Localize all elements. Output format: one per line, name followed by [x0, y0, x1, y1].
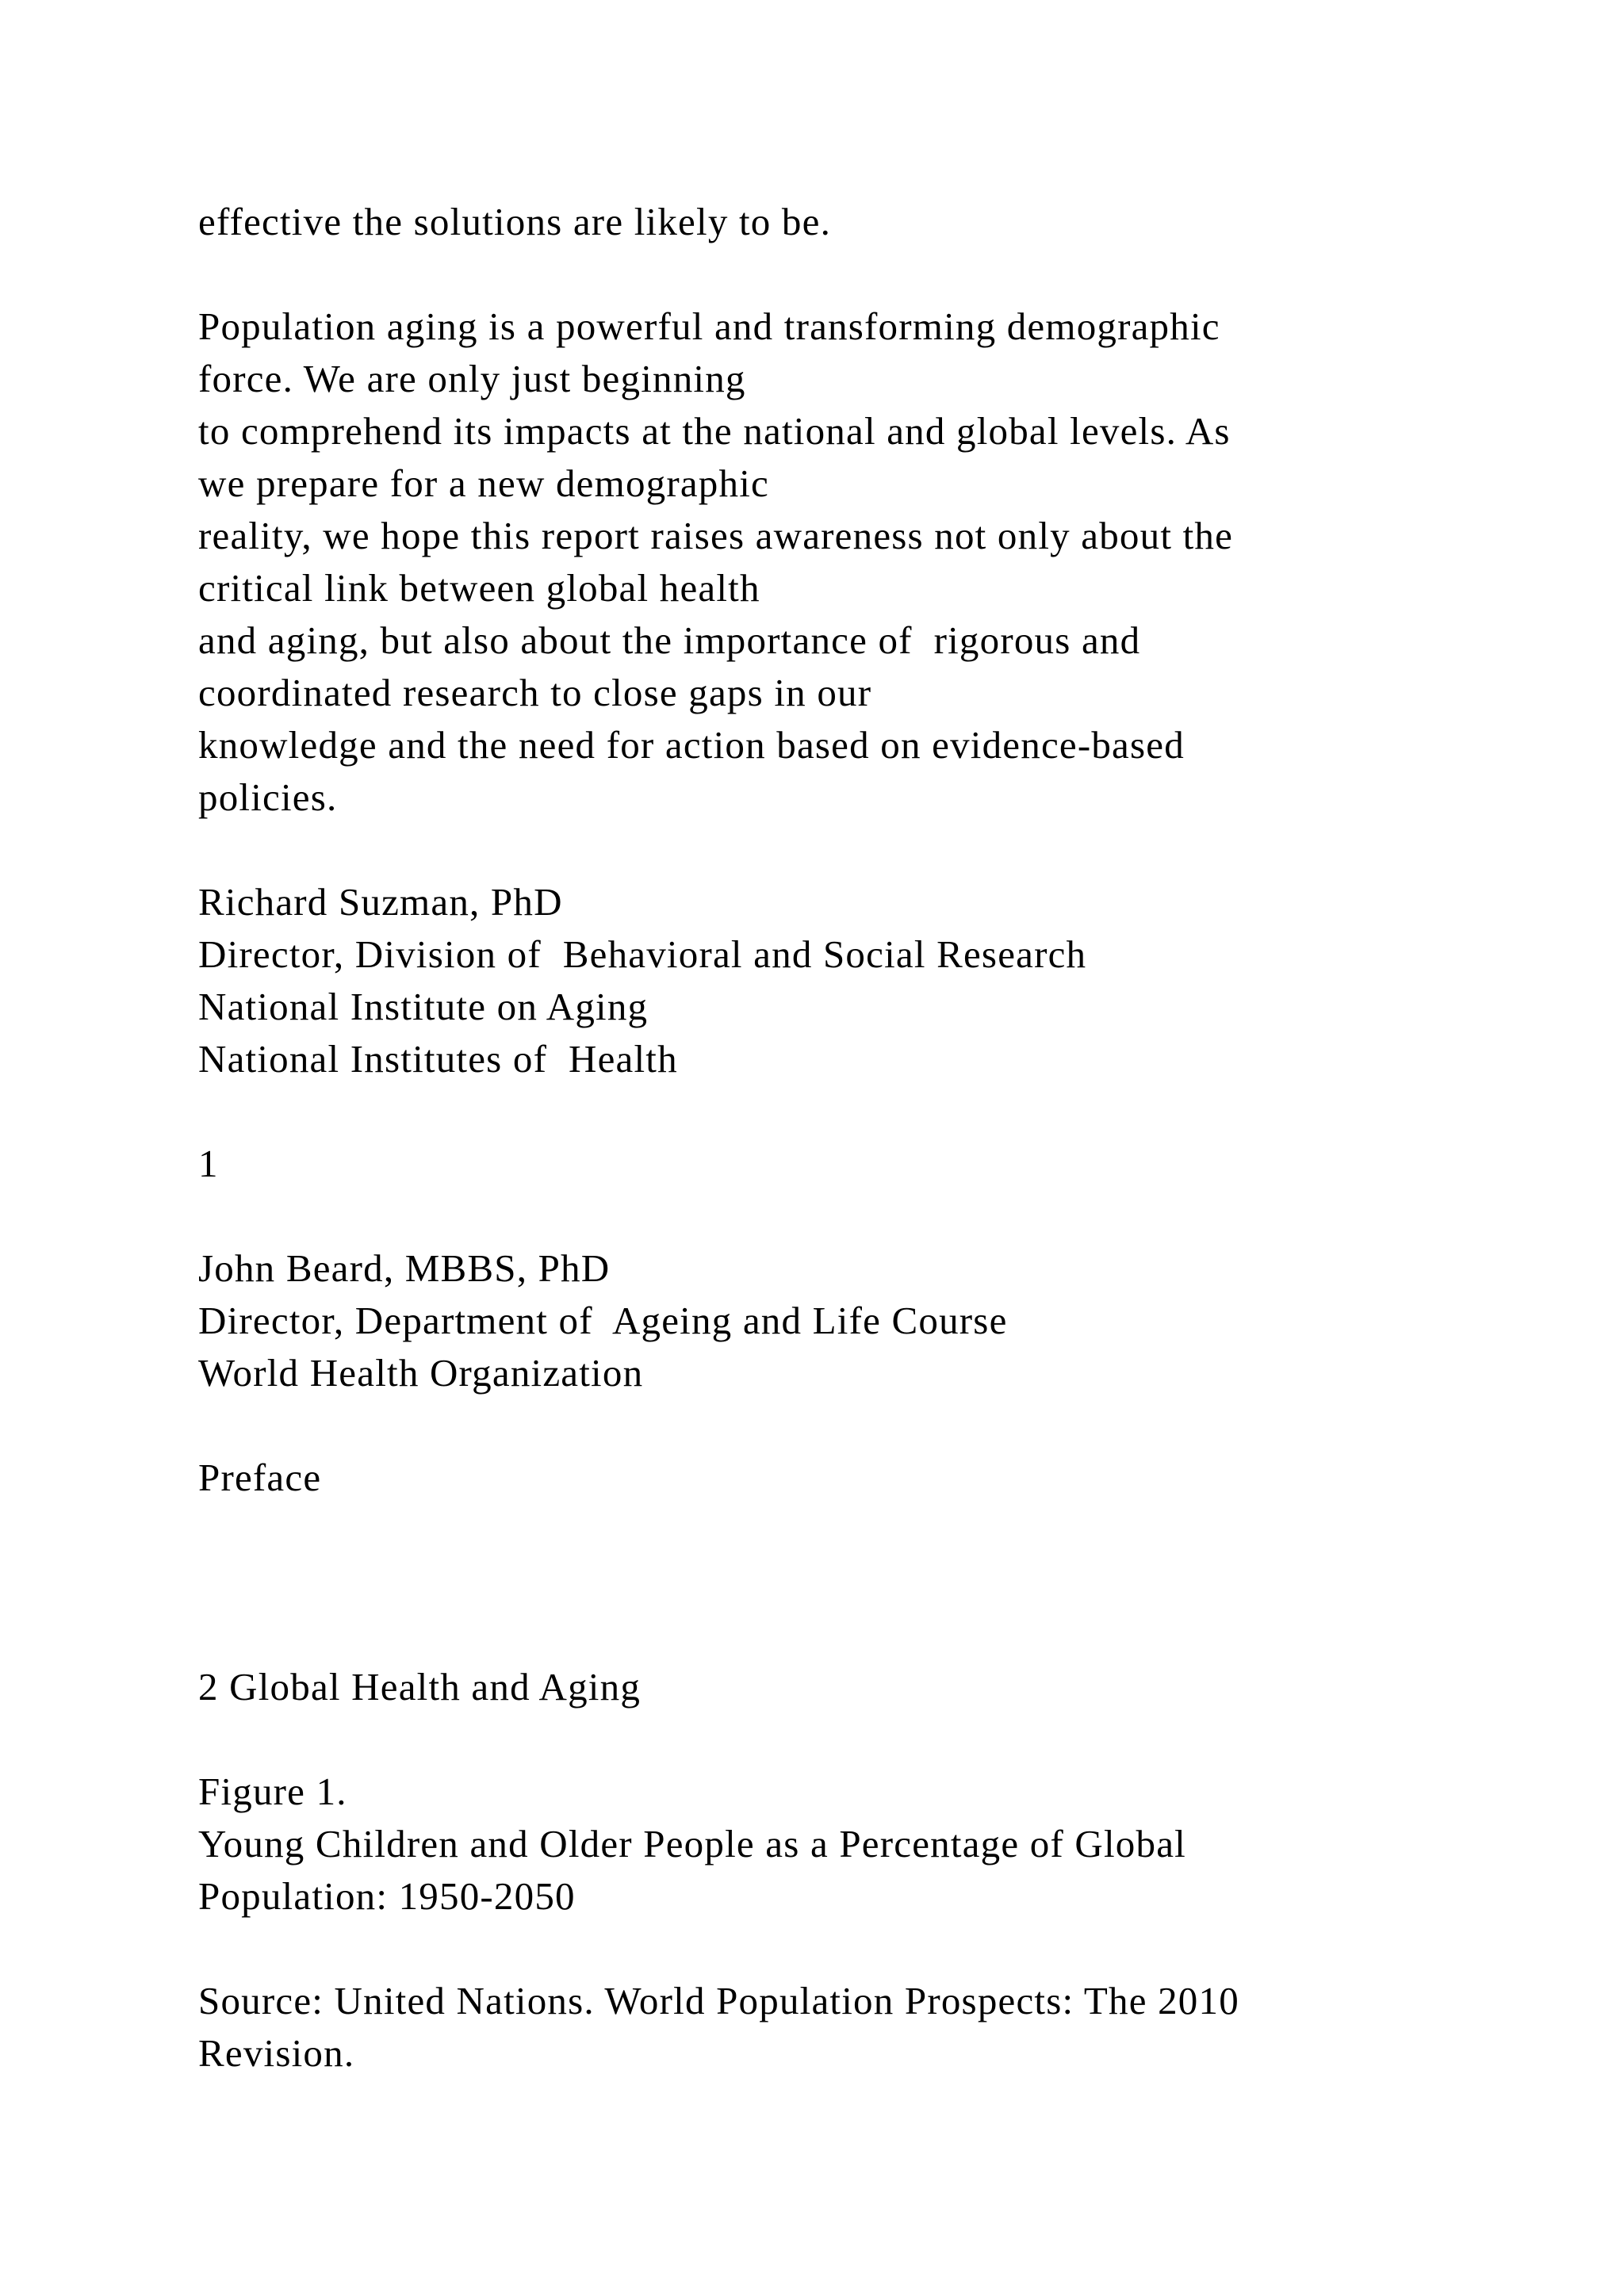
paragraph-line: reality, we hope this report raises awareness not only about the: [198, 514, 1234, 557]
paragraph-line: knowledge and the need for action based on evidence-based: [198, 723, 1185, 767]
figure-source: [198, 1975, 1467, 2080]
paragraph-line: we prepare for a new demographic: [198, 461, 769, 505]
intro-line: effective the solutions are likely to be.: [198, 200, 832, 243]
signatory-name: John Beard, MBBS, PhD: [198, 1246, 611, 1290]
signatory-title: Director, Division of Behavioral and Social Research: [198, 932, 1087, 976]
section-spacer: [198, 1504, 1467, 1661]
paragraph-line: Population aging is a powerful and transforming demographic: [198, 304, 1220, 348]
paragraph-spacer: [198, 1085, 1467, 1138]
paragraph-line: to comprehend its impacts at the national and global levels. As: [198, 409, 1231, 453]
figure-caption: [198, 1766, 1467, 1923]
figure-title-line: Population: 1950-2050: [198, 1874, 576, 1918]
document-text: [198, 196, 1467, 2080]
signature-block-beard: [198, 1242, 1467, 1399]
paragraph-line: critical link between global health: [198, 566, 760, 610]
preface-paragraph: [198, 300, 1467, 824]
paragraph-line: coordinated research to close gaps in our: [198, 671, 872, 714]
paragraph-spacer: [198, 1399, 1467, 1452]
signatory-title: Director, Department of Ageing and Life Course: [198, 1299, 1008, 1342]
signatory-organization: National Institutes of Health: [198, 1037, 678, 1081]
running-header: 2 Global Health and Aging: [198, 1665, 642, 1709]
page-number: 1: [198, 1142, 219, 1185]
signatory-institute: National Institute on Aging: [198, 985, 649, 1028]
section-heading: Preface: [198, 1456, 322, 1499]
signatory-organization: World Health Organization: [198, 1351, 644, 1395]
paragraph-spacer: [198, 1713, 1467, 1766]
signatory-name: Richard Suzman, PhD: [198, 880, 563, 924]
paragraph-line: force. We are only just beginning: [198, 357, 746, 400]
paragraph-line: and aging, but also about the importance of rigorous and: [198, 618, 1141, 662]
figure-title-line: Young Children and Older People as a Percentage of Global: [198, 1822, 1186, 1866]
source-line: Revision.: [198, 2031, 355, 2075]
paragraph-spacer: [198, 824, 1467, 876]
paragraph-line: policies.: [198, 775, 338, 819]
figure-label: Figure 1.: [198, 1770, 347, 1813]
paragraph-spacer: [198, 1190, 1467, 1242]
signature-block-suzman: [198, 876, 1467, 1085]
paragraph-spacer: [198, 248, 1467, 300]
paragraph-spacer: [198, 1923, 1467, 1975]
source-line: Source: United Nations. World Population Prospects: The 2010: [198, 1979, 1239, 2022]
